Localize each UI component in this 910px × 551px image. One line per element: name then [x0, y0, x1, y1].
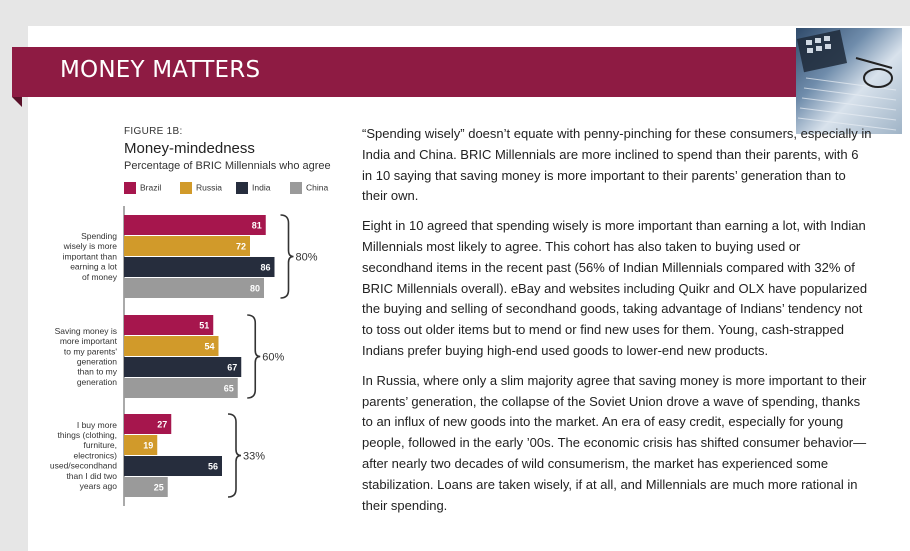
- figure-label: FIGURE 1B:: [124, 126, 183, 137]
- category-label-line: I buy more: [76, 419, 117, 430]
- bar-india: [124, 357, 241, 377]
- category-label-line: to my parents': [63, 346, 117, 357]
- page-title: MONEY MATTERS: [60, 57, 261, 83]
- category-label-line: Saving money is: [54, 325, 117, 336]
- figure-subtitle: Percentage of BRIC Millennials who agree: [124, 160, 331, 172]
- category-label-line: than to my: [77, 366, 117, 377]
- legend-label-china: China: [306, 182, 329, 193]
- category-label-line: than I did two: [66, 470, 117, 481]
- finance-photo: [796, 28, 902, 134]
- article-body: [362, 124, 872, 525]
- bar-value-label: 72: [235, 241, 246, 252]
- category-label-line: earning a lot: [70, 261, 117, 272]
- legend-label-india: India: [252, 182, 271, 193]
- category-label-line: Spending: [81, 231, 117, 241]
- bar-china: [124, 378, 238, 398]
- bar-chart: [0, 0, 360, 551]
- category-label-line: things (clothing,: [57, 430, 117, 440]
- category-label-line: wisely is more: [63, 241, 117, 252]
- group-bracket: [281, 215, 294, 298]
- bar-china: [124, 278, 264, 298]
- legend-label-brazil: Brazil: [140, 182, 162, 193]
- category-label-line: of money: [82, 271, 117, 282]
- bar-value-label: 19: [143, 440, 154, 451]
- bar-value-label: 56: [207, 461, 218, 472]
- overall-percent-label: 33%: [243, 450, 266, 463]
- article-paragraph: “Spending wisely” doesn’t equate with penny-pinching for these consumers, especially in India and China. BRIC Millennials are more inclined to spend than their parents, with 6 in 10 saying that saving money is more important to their parents’ generation than to their own.: [362, 126, 872, 204]
- bar-value-label: 51: [199, 320, 210, 331]
- category-label-line: generation: [76, 356, 117, 367]
- bar-russia: [124, 236, 250, 256]
- bar-value-label: 27: [157, 419, 168, 430]
- bar-brazil: [124, 215, 266, 235]
- category-label-line: years ago: [79, 481, 117, 491]
- overall-percent-label: 60%: [262, 351, 285, 364]
- category-label-line: generation: [76, 376, 117, 387]
- category-label-line: important than: [62, 251, 117, 262]
- bar-value-label: 54: [204, 341, 215, 352]
- category-label-line: more important: [59, 336, 117, 347]
- group-bracket: [247, 315, 260, 398]
- bar-value-label: 67: [227, 362, 238, 373]
- category-label-line: electronics): [73, 450, 117, 461]
- legend-label-russia: Russia: [196, 182, 222, 193]
- article-paragraph: In Russia, where only a slim majority agree that saving money is more important to their parents’ generation, the collapse of the Soviet Union drove a wave of spending, thanks to an influx of new goods into the market. An era of easy credit, especially for young people, followed in the early ’00s. The economic crisis has shifted consumer behavior—after nearly two decades of wild consumerism, the market has experienced some stabilization. Loans are taken wisely, if at all, and Millennials are much more rational in their spending.: [362, 372, 867, 513]
- group-bracket: [228, 414, 241, 497]
- article-paragraph: Eight in 10 agreed that spending wisely is more important than earning a lot, with Indian Millennials most likely to agree. This cohort has also taken to buying used or secondhand items in the recent past (56% of Indian Millennials compared with 32% of BRIC Millennials overall). eBay and websites including Quikr and OLX have popularized the buying and selling of secondhand goods, taking advantage of Indians’ tendency not to toss out older items but to mend or find new uses for them. Young, cash-strapped Indians prefer buying high-end used goods to lower-end new products.: [362, 218, 868, 358]
- bar-value-label: 86: [260, 262, 271, 273]
- bar-value-label: 81: [251, 220, 262, 231]
- bar-value-label: 25: [153, 482, 164, 493]
- bar-value-label: 65: [223, 383, 234, 394]
- overall-percent-label: 80%: [295, 251, 318, 264]
- category-label-line: furniture,: [83, 440, 117, 451]
- category-label-line: used/secondhand: [49, 460, 117, 471]
- bar-india: [124, 257, 275, 277]
- figure-title: Money-mindedness: [124, 140, 255, 157]
- bar-value-label: 80: [249, 283, 260, 294]
